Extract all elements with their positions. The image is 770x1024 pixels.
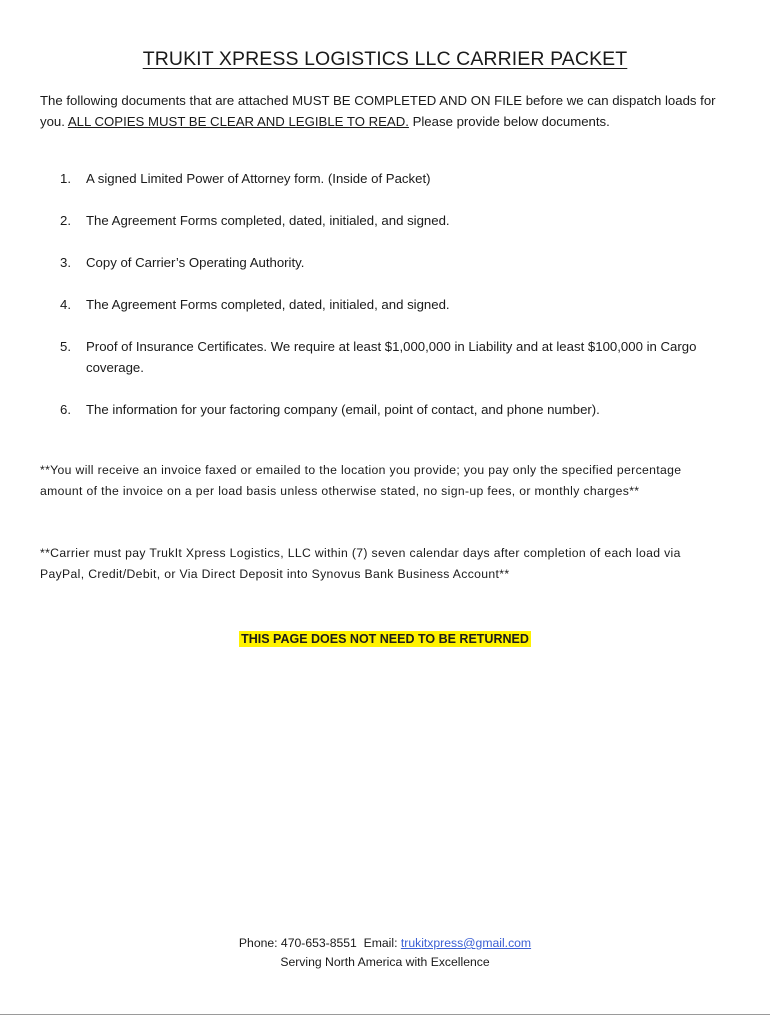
list-item-number: 2. — [60, 213, 71, 228]
no-return-banner: THIS PAGE DOES NOT NEED TO BE RETURNED — [241, 632, 529, 646]
payment-terms-note: **Carrier must pay TrukIt Xpress Logistics, LLC within (7) seven calendar days after completion of each load via PayPal, Credit/Debit, or Via Direct Deposit into Synovus Bank Business Account** — [40, 546, 681, 581]
company-tagline: Serving North America with Excellence — [280, 955, 490, 969]
scan-edge-line — [0, 1014, 770, 1015]
email-link[interactable]: trukitxpress@gmail.com — [400, 936, 532, 950]
banner-container — [0, 630, 770, 648]
email-label: Email: — [363, 936, 398, 950]
list-item — [40, 168, 720, 189]
list-item — [40, 294, 720, 315]
list-item-text: A signed Limited Power of Attorney form. (Inside of Packet) — [86, 171, 431, 186]
list-item-number: 6. — [60, 402, 71, 417]
list-item — [40, 399, 720, 420]
list-item — [40, 252, 720, 273]
list-item-number: 5. — [60, 339, 71, 354]
required-documents-list — [40, 168, 720, 441]
list-item-text: Proof of Insurance Certificates. We require at least $1,000,000 in Liability and at least $100,000 in Cargo coverage. — [86, 339, 697, 375]
intro-legibility-requirement: ALL COPIES MUST BE CLEAR AND LEGIBLE TO READ. — [67, 114, 409, 129]
list-item-number: 3. — [60, 255, 71, 270]
contact-line — [0, 934, 770, 953]
page-title: TRUKIT XPRESS LOGISTICS LLC CARRIER PACKET — [142, 48, 628, 70]
intro-paragraph — [40, 90, 730, 132]
list-item — [40, 210, 720, 231]
list-item — [40, 336, 720, 378]
phone-number: Phone: 470-653-8551 — [238, 936, 357, 950]
list-item-text: The Agreement Forms completed, dated, initialed, and signed. — [86, 297, 450, 312]
invoice-note: **You will receive an invoice faxed or emailed to the location you provide; you pay only the specified percentage amount of the invoice on a per load basis unless otherwise stated, no sign-up fees, or monthly charges** — [40, 463, 682, 498]
contact-footer — [0, 934, 770, 972]
list-item-text: The Agreement Forms completed, dated, initialed, and signed. — [86, 213, 450, 228]
list-item-text: The information for your factoring company (email, point of contact, and phone number). — [86, 402, 600, 417]
intro-text-part1: The following documents that are attached MUST BE COMPLETED AND ON FILE before we can dispatch loads for you. — [40, 93, 716, 129]
intro-text-part2: Please provide below documents. — [408, 114, 610, 129]
list-item-number: 1. — [60, 171, 71, 186]
list-item-number: 4. — [60, 297, 71, 312]
list-item-text: Copy of Carrier’s Operating Authority. — [86, 255, 305, 270]
